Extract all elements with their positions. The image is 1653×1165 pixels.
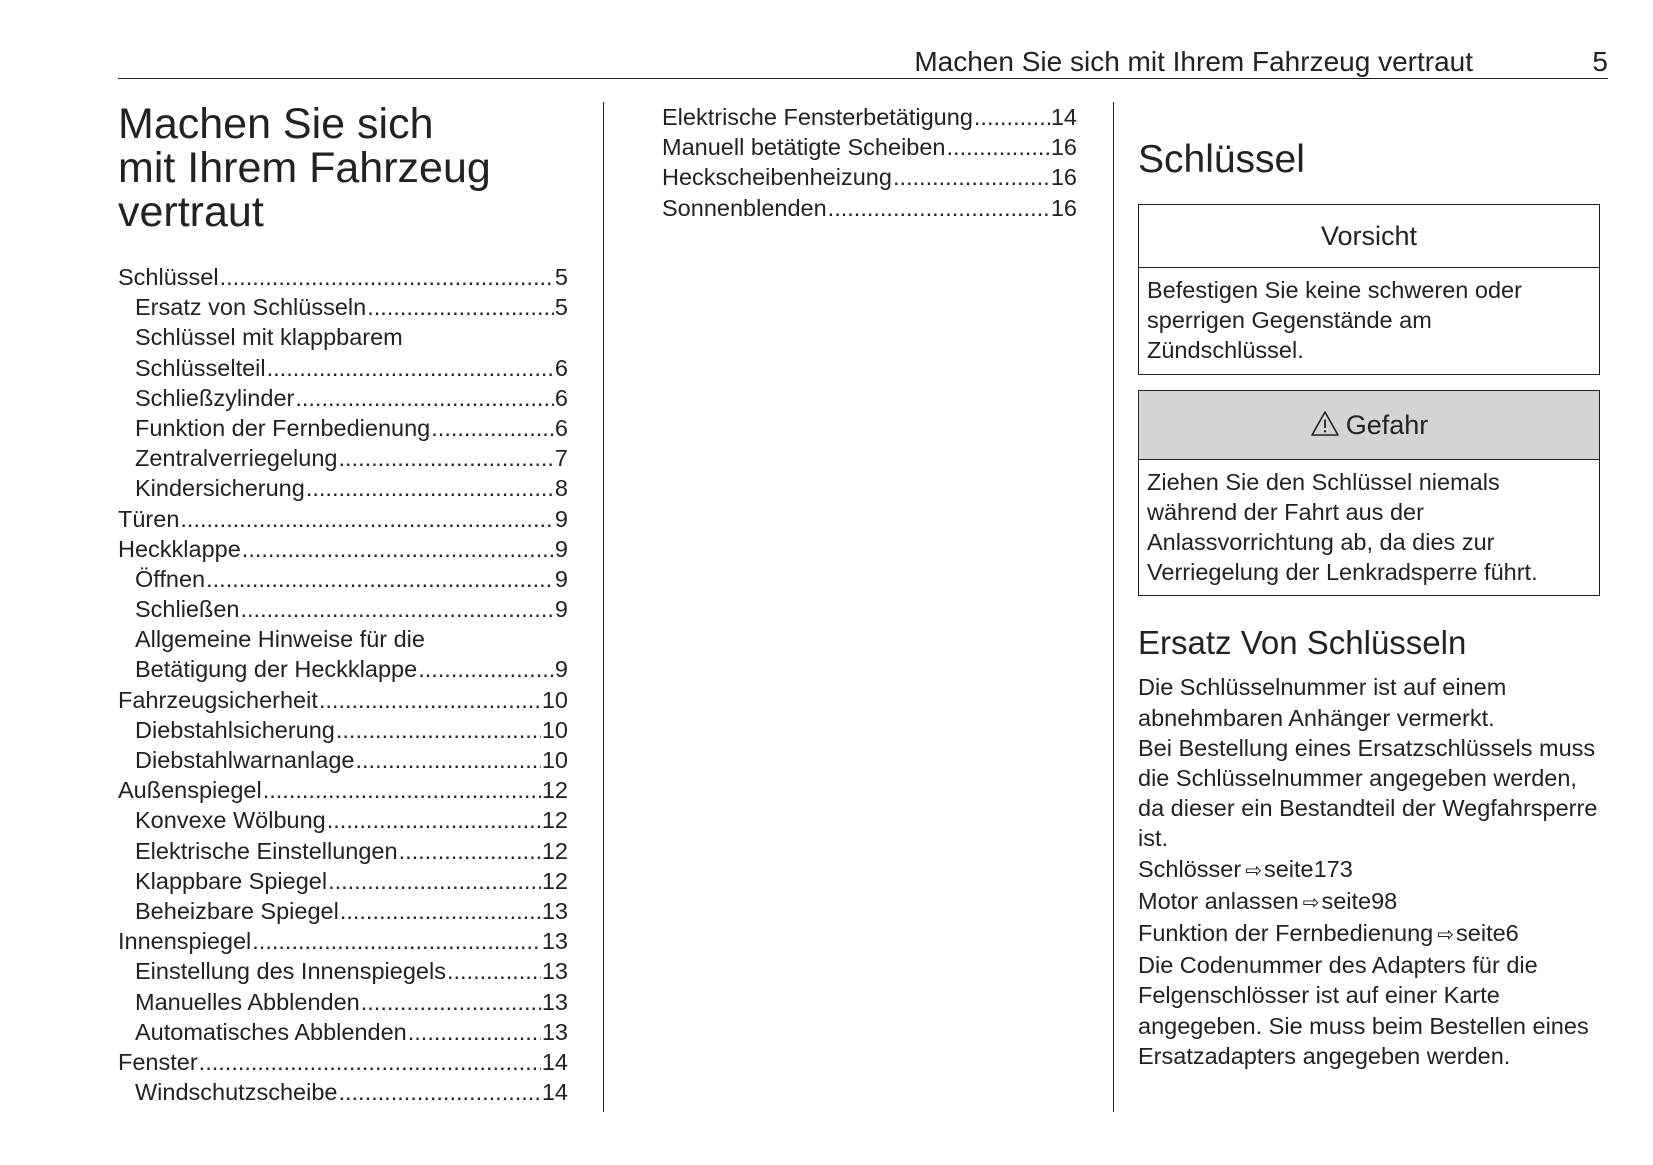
toc-leader-dots	[355, 745, 540, 775]
cross-reference-text: Motor anlassen	[1138, 887, 1299, 914]
toc-leader-dots	[267, 353, 554, 383]
left-column	[118, 102, 568, 1107]
arrow-right-icon: ⇨	[1437, 924, 1455, 947]
toc-entry[interactable]	[118, 262, 568, 292]
toc-leader-dots	[306, 473, 554, 503]
toc-leader-dots	[206, 564, 554, 594]
caution-box	[1138, 204, 1600, 375]
toc-entry-page: 16	[1050, 194, 1077, 221]
column-divider	[1113, 102, 1114, 1112]
subsection-title: Ersatz Von Schlüsseln	[1138, 624, 1467, 662]
toc-leader-dots	[361, 987, 541, 1017]
toc-entry-label: Klappbare Spiegel	[135, 867, 328, 894]
chapter-title-line: vertraut	[118, 188, 264, 236]
toc-entry-label: Schlüssel	[118, 264, 219, 290]
toc-entry[interactable]	[118, 413, 568, 443]
toc-leader-dots	[199, 1047, 541, 1077]
toc-entry[interactable]	[118, 564, 568, 594]
toc-entry-label: Diebstahlsicherung	[135, 716, 335, 743]
toc-entry-page: 16	[1050, 134, 1077, 161]
toc-leader-dots	[241, 594, 554, 624]
toc-entry-page: 8	[554, 475, 568, 502]
toc-entry-page: 10	[541, 747, 568, 773]
caution-heading: Vorsicht	[1139, 205, 1599, 268]
toc-entry-label: Öffnen	[135, 565, 206, 592]
toc-entry[interactable]	[118, 745, 568, 775]
chapter-title	[118, 102, 568, 234]
toc-entry[interactable]	[118, 504, 568, 534]
toc-entry-label: Diebstahlwarnanlage	[135, 747, 355, 773]
toc-entry-page: 6	[554, 414, 568, 441]
toc-entry[interactable]	[118, 594, 568, 624]
toc-entry[interactable]	[118, 987, 568, 1017]
toc-entry-label: Funktion der Fernbedienung	[135, 414, 431, 441]
toc-entry-page: 12	[541, 837, 568, 864]
toc-entry[interactable]	[118, 896, 568, 926]
toc-entry-page: 9	[554, 505, 568, 532]
toc-entry-label: Fenster	[118, 1048, 198, 1075]
toc-entry-page: 12	[541, 807, 568, 834]
toc-entry-page: 13	[541, 1018, 568, 1045]
toc-entry[interactable]	[118, 836, 568, 866]
toc-entry[interactable]	[118, 715, 568, 745]
toc-entry-page: 13	[541, 928, 568, 955]
toc-leader-dots	[295, 383, 554, 413]
toc-entry-page: 9	[554, 596, 568, 623]
toc-entry-page: 13	[541, 988, 568, 1015]
toc-entry-label: Zentralverriegelung	[135, 445, 338, 472]
toc-entry[interactable]	[645, 132, 1077, 162]
toc-leader-dots	[263, 775, 541, 805]
cross-reference[interactable]	[1138, 854, 1600, 886]
cross-reference-target[interactable]: seite173	[1263, 855, 1353, 882]
cross-reference-text: Schlösser	[1138, 855, 1242, 882]
toc-entry[interactable]	[645, 102, 1077, 132]
toc-entry-page: 14	[541, 1079, 568, 1106]
running-title: Machen Sie sich mit Ihrem Fahrzeug vertraut	[914, 46, 1473, 77]
toc-leader-dots	[367, 292, 554, 322]
right-column	[1138, 102, 1600, 1071]
toc-entry-label: Konvexe Wölbung	[135, 807, 326, 834]
toc-entry-page: 10	[541, 686, 568, 713]
toc-entry[interactable]	[118, 1047, 568, 1077]
toc-entry-label: Betätigung der Heckklappe	[135, 656, 418, 683]
toc-leader-dots	[947, 132, 1050, 162]
toc-entry[interactable]	[118, 654, 568, 684]
running-header	[118, 44, 1608, 79]
toc-entry-label: Automatisches Abblenden	[135, 1018, 407, 1045]
danger-heading: Gefahr	[1345, 409, 1429, 440]
toc-leader-dots	[893, 162, 1050, 192]
toc-entry-label: Einstellung des Innenspiegels	[135, 958, 446, 985]
cross-reference-target[interactable]: seite6	[1456, 920, 1519, 947]
cross-references	[1138, 854, 1600, 951]
toc-entry-page: 14	[541, 1048, 568, 1075]
subsection-body	[1138, 672, 1600, 1071]
toc-entry[interactable]	[118, 866, 568, 896]
danger-header	[1139, 391, 1599, 460]
toc-entry-label: Fahrzeugsicherheit	[118, 686, 318, 713]
toc-leader-dots	[327, 805, 541, 835]
chapter-title-line: mit Ihrem Fahrzeug	[118, 144, 491, 192]
toc-entry-label: Heckscheibenheizung	[662, 164, 892, 191]
toc-entry-page: 9	[554, 656, 568, 683]
toc-leader-dots	[431, 413, 554, 443]
toc-entry-label: Schließen	[135, 596, 240, 623]
toc-leader-dots	[220, 262, 554, 292]
toc-entry[interactable]	[118, 383, 568, 413]
toc-entry-page: 5	[554, 264, 568, 290]
toc-leader-dots	[336, 715, 541, 745]
toc-entry[interactable]	[118, 292, 568, 322]
toc-leader-dots	[418, 654, 554, 684]
toc-entry[interactable]	[118, 685, 568, 715]
toc-entry[interactable]	[118, 956, 568, 986]
toc-entry-page: 12	[541, 777, 568, 804]
table-of-contents	[118, 262, 568, 1107]
toc-leader-dots	[242, 534, 554, 564]
toc-entry[interactable]	[118, 775, 568, 805]
toc-entry	[118, 624, 568, 654]
toc-entry-page: 10	[541, 716, 568, 743]
toc-leader-dots	[974, 102, 1050, 132]
caution-text: Befestigen Sie keine schweren oder sperrigen Gegenstände am Zündschlüssel.	[1147, 277, 1522, 364]
arrow-right-icon: ⇨	[1245, 859, 1262, 882]
toc-entry-label: Manuell betätigte Scheiben	[662, 134, 946, 161]
toc-leader-dots	[408, 1017, 541, 1047]
toc-leader-dots	[180, 504, 554, 534]
toc-entry-label: Schlüssel mit klappbarem	[135, 324, 403, 351]
cross-reference-target[interactable]: seite98	[1321, 887, 1398, 914]
paragraph: Die Schlüsselnummer ist auf einem abnehmbaren Anhänger vermerkt.	[1138, 674, 1507, 731]
cross-reference[interactable]	[1138, 918, 1600, 950]
toc-entry[interactable]	[118, 473, 568, 503]
toc-entry-page: 6	[554, 354, 568, 381]
toc-entry[interactable]	[118, 353, 568, 383]
toc-leader-dots	[328, 866, 541, 896]
toc-entry[interactable]	[118, 805, 568, 835]
toc-entry[interactable]	[118, 1017, 568, 1047]
toc-leader-dots	[338, 443, 553, 473]
toc-entry-label: Innenspiegel	[118, 928, 252, 955]
toc-entry-label: Kindersicherung	[135, 475, 305, 502]
warning-triangle-icon	[1310, 394, 1340, 462]
toc-entry-page: 9	[554, 535, 568, 562]
toc-entry[interactable]	[118, 443, 568, 473]
toc-entry-label: Außenspiegel	[118, 777, 262, 804]
toc-entry-label: Heckklappe	[118, 535, 241, 562]
section-title: Schlüssel	[1138, 138, 1305, 181]
toc-entry-label: Manuelles Abblenden	[135, 988, 360, 1015]
toc-leader-dots	[340, 896, 541, 926]
toc-leader-dots	[252, 926, 541, 956]
toc-entry-page: 13	[541, 897, 568, 924]
toc-entry-page: 16	[1050, 164, 1077, 191]
toc-entry-label: Beheizbare Spiegel	[135, 897, 339, 924]
toc-entry-label: Schlüsselteil	[135, 354, 266, 381]
toc-entry-page: 6	[554, 384, 568, 411]
toc-entry-label: Elektrische Fensterbetätigung	[662, 104, 973, 130]
toc-entry-page: 9	[554, 565, 568, 592]
toc-entry[interactable]	[645, 193, 1077, 223]
arrow-right-icon: ⇨	[1302, 891, 1320, 914]
toc-entry-label: Türen	[118, 505, 180, 532]
toc-leader-dots	[447, 956, 541, 986]
toc-entry-page: 13	[541, 958, 568, 985]
toc-entry-label: Schließzylinder	[135, 384, 295, 411]
cross-reference[interactable]	[1138, 886, 1600, 918]
toc-entry-label: Allgemeine Hinweise für die	[135, 626, 425, 653]
toc-leader-dots	[319, 685, 541, 715]
toc-leader-dots	[338, 1077, 540, 1107]
toc-entry[interactable]	[118, 926, 568, 956]
danger-box	[1138, 390, 1600, 597]
paragraph: Bei Bestellung eines Ersatzschlüssels muss die Schlüsselnummer angegeben werden, da dieser ein Bestandteil der Wegfahrsperre ist.	[1138, 734, 1598, 852]
danger-text: Ziehen Sie den Schlüssel niemals während der Fahrt aus der Anlassvorrichtung ab, da dies zur Verriegelung der Lenkradsperre führt.	[1147, 468, 1538, 586]
toc-leader-dots	[828, 193, 1050, 223]
toc-entry-page: 7	[554, 445, 568, 472]
page-number: 5	[1592, 46, 1608, 77]
toc-entry-label: Sonnenblenden	[662, 194, 827, 221]
toc-entry-label: Windschutzscheibe	[135, 1079, 338, 1106]
paragraph: Die Codenummer des Adapters für die Felgenschlösser ist auf einer Karte angegeben. Sie muss beim Bestellen eines Ersatzadapters angegeben werden.	[1138, 952, 1589, 1069]
toc-entry-label: Ersatz von Schlüsseln	[135, 294, 367, 321]
toc-entry[interactable]	[645, 162, 1077, 192]
middle-column	[645, 102, 1077, 223]
toc-entry[interactable]	[118, 1077, 568, 1107]
toc-leader-dots	[399, 836, 541, 866]
toc-entry	[118, 322, 568, 352]
chapter-title-line: Machen Sie sich	[118, 100, 434, 148]
toc-entry-label: Elektrische Einstellungen	[135, 837, 398, 864]
toc-entry-page: 5	[554, 294, 568, 321]
toc-entry[interactable]	[118, 534, 568, 564]
toc-entry-page: 14	[1050, 104, 1077, 130]
table-of-contents-continued	[645, 102, 1077, 223]
column-divider	[603, 102, 604, 1112]
toc-entry-page: 12	[541, 867, 568, 894]
cross-reference-text: Funktion der Fernbedienung	[1138, 920, 1434, 947]
